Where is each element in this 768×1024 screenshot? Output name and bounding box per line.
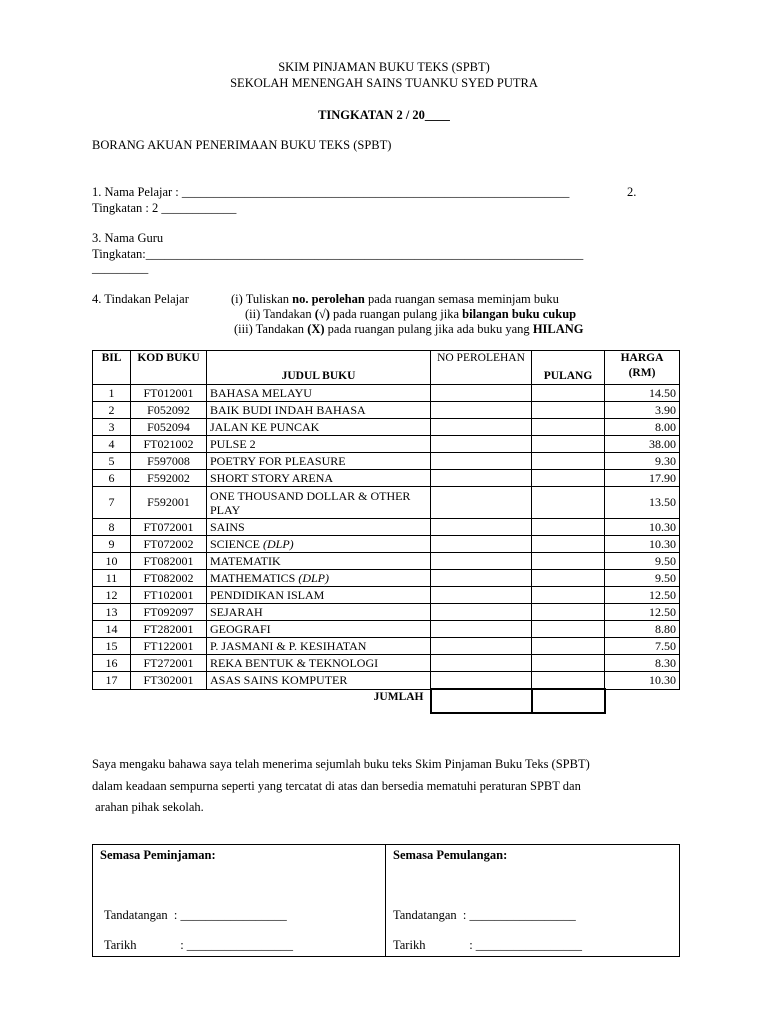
row-bil: 6	[93, 470, 131, 487]
book-table	[92, 350, 680, 714]
table-row	[93, 621, 680, 638]
row-no-perolehan-cell[interactable]	[431, 536, 532, 553]
row-judul-text: BAHASA MELAYU	[210, 385, 312, 400]
row-judul-italic: (DLP)	[298, 570, 330, 585]
row-judul-text: PULSE 2	[210, 436, 256, 451]
table-row	[93, 604, 680, 621]
row-judul-text: REKA BENTUK & TEKNOLOGI	[210, 655, 379, 670]
row-kod-buku: FT102001	[131, 587, 207, 604]
jumlah-spacer	[605, 689, 680, 713]
table-row	[93, 672, 680, 690]
row-no-perolehan-cell[interactable]	[431, 402, 532, 419]
row-kod-buku: FT092097	[131, 604, 207, 621]
row-judul-text: JALAN KE PUNCAK	[210, 419, 320, 434]
row-pulang-cell[interactable]	[532, 385, 605, 402]
row-kod-buku: FT012001	[131, 385, 207, 402]
table-row	[93, 419, 680, 436]
row-pulang-cell[interactable]	[532, 621, 605, 638]
instruction-ii-bold-1: (√)	[314, 307, 330, 321]
header-judul-buku: JUDUL BUKU	[207, 351, 431, 385]
table-row	[93, 402, 680, 419]
row-bil: 16	[93, 655, 131, 672]
nama-guru-label: 3. Nama Guru	[92, 231, 164, 245]
row-judul-buku	[207, 587, 431, 604]
row-bil: 9	[93, 536, 131, 553]
table-row	[93, 553, 680, 570]
table-row	[93, 453, 680, 470]
row-judul-text: GEOGRAFI	[210, 621, 271, 636]
row-no-perolehan-cell[interactable]	[431, 587, 532, 604]
instruction-ii	[245, 307, 576, 321]
row-judul-buku	[207, 570, 431, 587]
row-harga: 8.00	[605, 419, 680, 436]
row-judul-buku	[207, 470, 431, 487]
row-no-perolehan-cell[interactable]	[431, 672, 532, 690]
row-pulang-cell[interactable]	[532, 470, 605, 487]
row-kod-buku: FT272001	[131, 655, 207, 672]
row-bil: 8	[93, 519, 131, 536]
row-bil: 1	[93, 385, 131, 402]
row-pulang-cell[interactable]	[532, 436, 605, 453]
row-judul-buku	[207, 621, 431, 638]
header-no-perolehan: NO PEROLEHAN	[431, 351, 532, 385]
row-bil: 4	[93, 436, 131, 453]
row-kod-buku: FT282001	[131, 621, 207, 638]
header-line-2: SEKOLAH MENENGAH SAINS TUANKU SYED PUTRA	[230, 76, 538, 90]
row-kod-buku: FT302001	[131, 672, 207, 690]
row-pulang-cell[interactable]	[532, 655, 605, 672]
row-bil: 11	[93, 570, 131, 587]
row-judul-text: SAINS	[210, 519, 245, 534]
row-kod-buku: F592002	[131, 470, 207, 487]
form-title: BORANG AKUAN PENERIMAAN BUKU TEKS (SPBT)	[92, 138, 392, 152]
row-judul-text: BAIK BUDI INDAH BAHASA	[210, 402, 366, 417]
row-harga: 8.80	[605, 621, 680, 638]
row-harga: 3.90	[605, 402, 680, 419]
row-judul-italic: (DLP)	[263, 536, 294, 551]
tingkatan-guru-field[interactable]: Tingkatan:______________________________________________________________________	[92, 247, 584, 261]
row-harga: 10.30	[605, 672, 680, 690]
row-harga: 17.90	[605, 470, 680, 487]
row-pulang-cell[interactable]	[532, 604, 605, 621]
declaration-line-1: Saya mengaku bahawa saya telah menerima sejumlah buku teks Skim Pinjaman Buku Teks (SPBT)	[92, 757, 590, 771]
item-2-number: 2.	[627, 185, 637, 199]
row-pulang-cell[interactable]	[532, 402, 605, 419]
row-harga: 14.50	[605, 385, 680, 402]
row-no-perolehan-cell[interactable]	[431, 453, 532, 470]
row-no-perolehan-cell[interactable]	[431, 487, 532, 519]
row-harga: 38.00	[605, 436, 680, 453]
row-no-perolehan-cell[interactable]	[431, 519, 532, 536]
instruction-ii-mid: pada ruangan pulang jika	[329, 307, 463, 321]
table-row	[93, 385, 680, 402]
row-judul-text: ASAS SAINS KOMPUTER	[210, 672, 348, 687]
tindakan-pelajar-label: 4. Tindakan Pelajar	[92, 292, 189, 306]
table-row	[93, 519, 680, 536]
table-row	[93, 536, 680, 553]
row-judul-buku	[207, 655, 431, 672]
instruction-iii-bold-2: HILANG	[532, 322, 584, 336]
row-harga: 9.50	[605, 553, 680, 570]
row-judul-text: SHORT STORY ARENA	[210, 470, 334, 485]
row-judul-buku	[207, 436, 431, 453]
tingkatan-title: TINGKATAN 2 / 20____	[318, 108, 450, 122]
tingkatan-field[interactable]: Tingkatan : 2 ____________	[92, 201, 237, 215]
header-line-1: SKIM PINJAMAN BUKU TEKS (SPBT)	[278, 60, 490, 74]
header-harga: HARGA (RM)	[605, 351, 680, 385]
table-row	[93, 487, 680, 519]
instruction-ii-bold-2: bilangan buku cukup	[462, 307, 577, 321]
table-row	[93, 655, 680, 672]
row-judul-text: SCIENCE	[210, 536, 261, 551]
row-kod-buku: F592001	[131, 487, 207, 519]
row-judul-buku	[207, 604, 431, 621]
row-judul-text: SEJARAH	[210, 604, 263, 619]
tandatangan-peminjaman-field[interactable]: Tandatangan : _________________	[104, 908, 287, 922]
row-kod-buku: F597008	[131, 453, 207, 470]
row-kod-buku: FT072001	[131, 519, 207, 536]
instruction-iii-bold-1: (X)	[307, 322, 325, 336]
table-row	[93, 587, 680, 604]
instruction-i-bold: no. perolehan	[292, 292, 365, 306]
row-kod-buku: FT122001	[131, 638, 207, 655]
row-bil: 15	[93, 638, 131, 655]
row-judul-buku	[207, 385, 431, 402]
row-bil: 17	[93, 672, 131, 690]
semasa-pemulangan-title: Semasa Pemulangan:	[393, 848, 508, 862]
row-judul-text: MATHEMATICS	[210, 570, 296, 585]
row-bil: 2	[93, 402, 131, 419]
row-judul-buku	[207, 536, 431, 553]
row-pulang-cell[interactable]	[532, 487, 605, 519]
instruction-i	[231, 292, 559, 306]
row-kod-buku: FT082001	[131, 553, 207, 570]
row-pulang-cell[interactable]	[532, 553, 605, 570]
row-judul-buku	[207, 553, 431, 570]
row-judul-buku	[207, 419, 431, 436]
row-bil: 12	[93, 587, 131, 604]
row-no-perolehan-cell[interactable]	[431, 385, 532, 402]
instruction-iii	[234, 322, 584, 336]
header-bil: BIL	[93, 351, 131, 385]
row-no-perolehan-cell[interactable]	[431, 436, 532, 453]
row-judul-buku	[207, 487, 431, 519]
row-pulang-cell[interactable]	[532, 587, 605, 604]
header-pulang: PULANG	[532, 351, 605, 385]
row-pulang-cell[interactable]	[532, 453, 605, 470]
instruction-ii-prefix: (ii) Tandakan	[245, 307, 315, 321]
row-kod-buku: FT082002	[131, 570, 207, 587]
row-judul-buku	[207, 672, 431, 690]
row-kod-buku: FT021002	[131, 436, 207, 453]
row-kod-buku: F052092	[131, 402, 207, 419]
row-no-perolehan-cell[interactable]	[431, 470, 532, 487]
table-row	[93, 436, 680, 453]
header-kod-buku: KOD BUKU	[131, 351, 207, 385]
row-kod-buku: FT072002	[131, 536, 207, 553]
row-bil: 3	[93, 419, 131, 436]
row-harga: 10.30	[605, 519, 680, 536]
row-bil: 13	[93, 604, 131, 621]
tarikh-pemulangan-field[interactable]: Tarikh : _________________	[393, 938, 583, 952]
row-harga: 7.50	[605, 638, 680, 655]
jumlah-no-perolehan-box[interactable]	[431, 689, 532, 713]
instruction-iii-mid: pada ruangan pulang jika ada buku yang	[324, 322, 533, 336]
row-no-perolehan-cell[interactable]	[431, 419, 532, 436]
signature-divider	[385, 845, 386, 956]
row-harga: 12.50	[605, 604, 680, 621]
row-judul-text: MATEMATIK	[210, 553, 281, 568]
row-pulang-cell[interactable]	[532, 519, 605, 536]
row-no-perolehan-cell[interactable]	[431, 570, 532, 587]
row-judul-buku	[207, 638, 431, 655]
row-judul-text: PENDIDIKAN ISLAM	[210, 587, 325, 602]
row-harga: 8.30	[605, 655, 680, 672]
row-no-perolehan-cell[interactable]	[431, 621, 532, 638]
row-harga: 9.50	[605, 570, 680, 587]
tarikh-peminjaman-field[interactable]: Tarikh : _________________	[104, 938, 294, 952]
row-pulang-cell[interactable]	[532, 672, 605, 690]
declaration-line-3: arahan pihak sekolah.	[92, 800, 204, 814]
semasa-peminjaman-title: Semasa Peminjaman:	[100, 848, 216, 862]
row-pulang-cell[interactable]	[532, 536, 605, 553]
row-no-perolehan-cell[interactable]	[431, 553, 532, 570]
tingkatan-guru-continuation[interactable]: _________	[92, 261, 149, 275]
row-judul-buku	[207, 402, 431, 419]
row-harga: 10.30	[605, 536, 680, 553]
signature-box	[92, 844, 680, 957]
row-bil: 14	[93, 621, 131, 638]
table-row	[93, 570, 680, 587]
jumlah-label: JUMLAH	[373, 690, 424, 703]
row-no-perolehan-cell[interactable]	[431, 655, 532, 672]
row-judul-text: P. JASMANI & P. KESIHATAN	[210, 638, 367, 653]
tandatangan-pemulangan-field[interactable]: Tandatangan : _________________	[393, 908, 576, 922]
table-row	[93, 638, 680, 655]
row-judul-buku	[207, 519, 431, 536]
declaration-line-2: dalam keadaan sempurna seperti yang tercatat di atas dan bersedia mematuhi peraturan SPBT dan	[92, 779, 581, 793]
row-pulang-cell[interactable]	[532, 570, 605, 587]
instruction-iii-prefix: (iii) Tandakan	[234, 322, 308, 336]
book-rows	[93, 385, 680, 690]
row-pulang-cell[interactable]	[532, 419, 605, 436]
jumlah-pulang-box[interactable]	[532, 689, 605, 713]
instruction-i-prefix: (i) Tuliskan	[231, 292, 293, 306]
row-bil: 10	[93, 553, 131, 570]
table-row	[93, 470, 680, 487]
row-no-perolehan-cell[interactable]	[431, 604, 532, 621]
jumlah-spacer	[93, 689, 131, 713]
row-pulang-cell[interactable]	[532, 638, 605, 655]
row-judul-text: POETRY FOR PLEASURE	[210, 453, 346, 468]
row-harga: 9.30	[605, 453, 680, 470]
nama-pelajar-field[interactable]: 1. Nama Pelajar : ______________________________________________________________	[92, 185, 570, 199]
instruction-i-suffix: pada ruangan semasa meminjam buku	[364, 292, 559, 306]
row-judul-text: ONE THOUSAND DOLLAR & OTHER PLAY	[210, 488, 411, 517]
row-judul-buku	[207, 453, 431, 470]
row-bil: 5	[93, 453, 131, 470]
row-harga: 12.50	[605, 587, 680, 604]
jumlah-spacer	[131, 689, 207, 713]
row-harga: 13.50	[605, 487, 680, 519]
row-kod-buku: F052094	[131, 419, 207, 436]
row-bil: 7	[93, 487, 131, 519]
row-no-perolehan-cell[interactable]	[431, 638, 532, 655]
